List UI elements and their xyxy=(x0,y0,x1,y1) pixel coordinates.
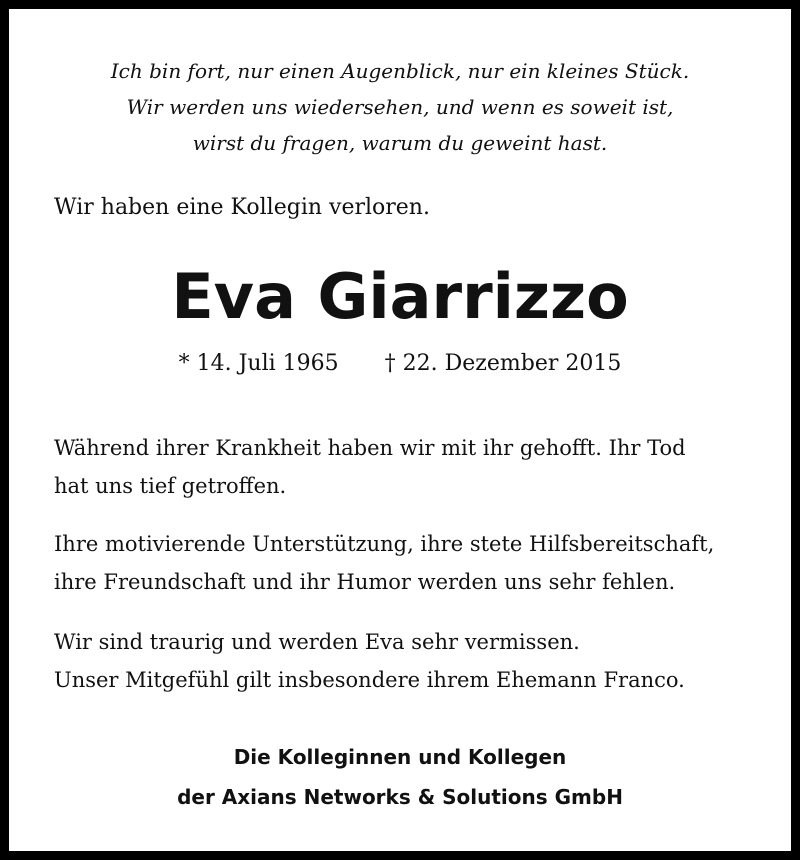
paragraph-line: Während ihrer Krankheit haben wir mit ihr gehofft. Ihr Tod xyxy=(54,436,686,460)
paragraph-illness xyxy=(54,429,754,505)
opening-quote xyxy=(9,53,791,161)
death-date: † 22. Dezember 2015 xyxy=(384,351,622,376)
paragraph-line: ihre Freundschaft und ihr Humor werden uns sehr fehlen. xyxy=(54,570,676,594)
signature-line: der Axians Networks & Solutions GmbH xyxy=(177,785,623,809)
paragraph-support xyxy=(54,525,754,601)
intro-text: Wir haben eine Kollegin verloren. xyxy=(54,195,430,220)
paragraph-line: Wir sind traurig und werden Eva sehr vermissen. xyxy=(54,630,580,654)
paragraph-line: Unser Mitgefühl gilt insbesondere ihrem Ehemann Franco. xyxy=(54,668,685,692)
quote-line: Ich bin fort, nur einen Augenblick, nur ein kleines Stück. xyxy=(110,59,690,83)
paragraph-line: hat uns tief getroffen. xyxy=(54,474,287,498)
signature-line: Die Kolleginnen und Kollegen xyxy=(233,745,567,769)
life-dates xyxy=(9,345,791,383)
signature-block xyxy=(9,737,791,817)
birth-date: * 14. Juli 1965 xyxy=(178,351,339,376)
quote-line: wirst du fragen, warum du geweint hast. xyxy=(192,131,608,155)
paragraph-sympathy xyxy=(54,623,754,699)
paragraph-line: Ihre motivierende Unterstützung, ihre stete Hilfsbereitschaft, xyxy=(54,532,715,556)
quote-line: Wir werden uns wiedersehen, und wenn es soweit ist, xyxy=(126,95,674,119)
deceased-name: Eva Giarrizzo xyxy=(171,260,629,333)
